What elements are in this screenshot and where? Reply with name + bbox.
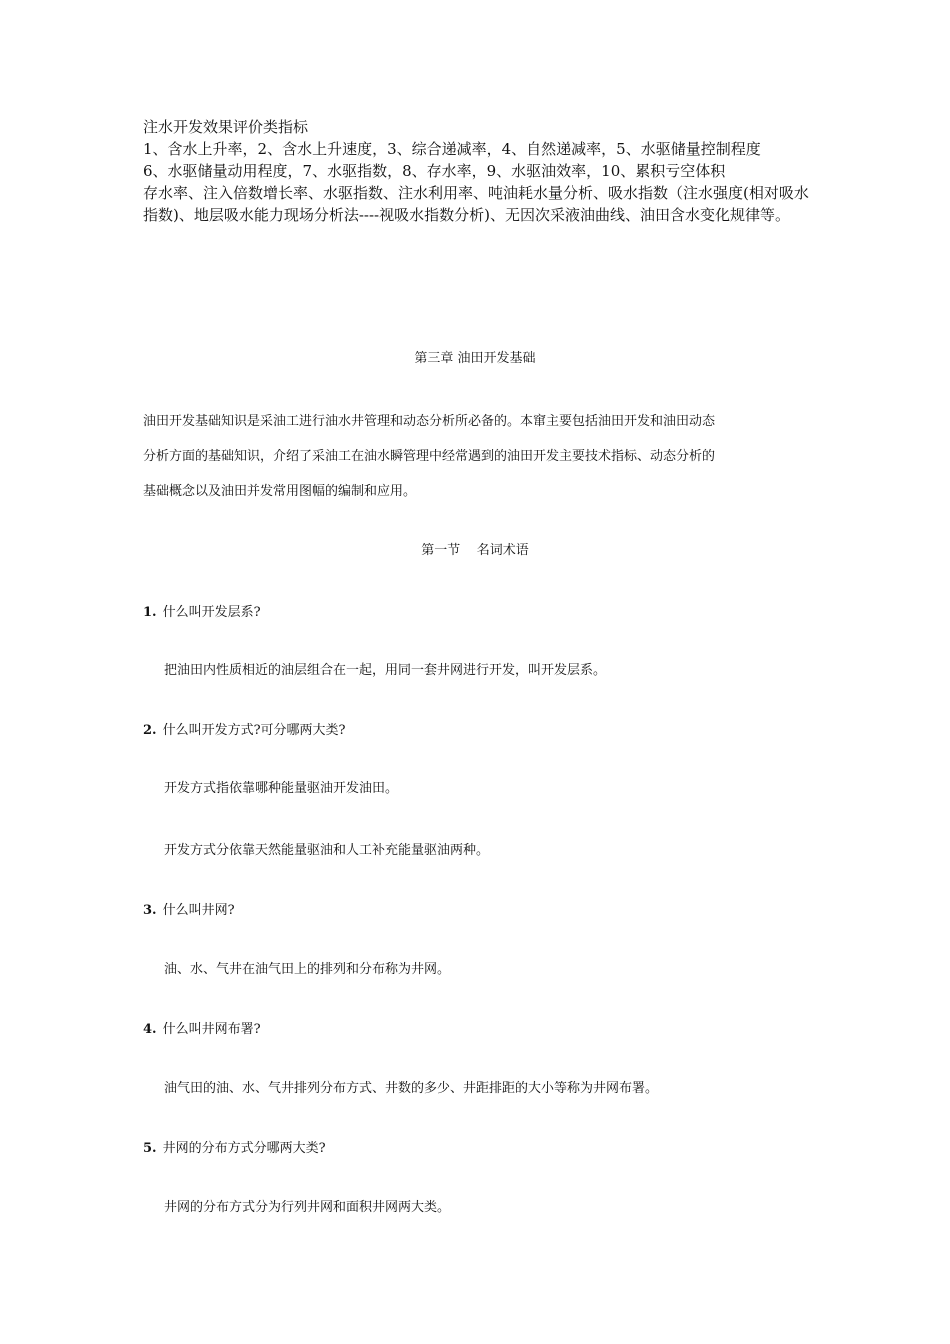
question-text: 什么叫开发层系? <box>162 605 261 620</box>
answer-4: 油气田的油、水、气井排列分布方式、井数的多少、井距排距的大小等称为井网布署。 <box>164 1081 659 1096</box>
indicator-list-line-1: 1、含水上升率，2、含水上升速度，3、综合递减率，4、自然递减率，5、水驱储量控制程度 <box>143 140 761 158</box>
indicator-heading: 注水开发效果评价类指标 <box>143 118 309 136</box>
question-text: 井网的分布方式分哪两大类? <box>162 1141 326 1156</box>
question-2 <box>143 722 346 740</box>
answer-2b: 开发方式分依靠天然能量驱油和人工补充能量驱油两种。 <box>164 843 490 858</box>
chapter-title: 第三章 油田开发基础 <box>414 351 536 366</box>
indicator-list-line-3: 存水率、注入倍数增长率、水驱指数、注水利用率、吨油耗水量分析、吸水指数（注水强度(相对吸水指数)、地层吸水能力现场分析法----视吸水指数分析)、无因次采液油曲线、油田含水变化规律等。 <box>143 184 809 224</box>
answer-5: 井网的分布方式分为行列井网和面积井网两大类。 <box>164 1200 451 1215</box>
question-1 <box>143 604 261 622</box>
chapter-intro-line: 基础概念以及油田并发常用图幅的编制和应用。 <box>143 484 417 499</box>
question-number: 3. <box>143 903 157 918</box>
question-number: 4. <box>143 1022 157 1037</box>
answer-1: 把油田内性质相近的油层组合在一起，用同一套井网进行开发，叫开发层系。 <box>164 663 607 678</box>
question-number: 2. <box>143 723 157 738</box>
answer-2a: 开发方式指依靠哪种能量驱油开发油田。 <box>164 781 399 796</box>
chapter-intro <box>143 404 813 509</box>
question-4 <box>143 1021 261 1039</box>
indicator-list-line-2: 6、水驱储量动用程度，7、水驱指数，8、存水率，9、水驱油效率，10、累积亏空体积 <box>143 162 726 180</box>
chapter-intro-line: 油田开发基础知识是采油工进行油水井管理和动态分析所必备的。本窜主要包括油田开发和油田动态 <box>143 414 716 429</box>
question-3 <box>143 902 235 920</box>
question-text: 什么叫开发方式?可分哪两大类? <box>162 723 346 738</box>
question-text: 什么叫井网布署? <box>162 1022 261 1037</box>
question-text: 什么叫井网? <box>162 903 235 918</box>
indicator-block <box>143 116 813 226</box>
chapter-intro-line: 分析方面的基础知识，介绍了采油工在油水瞬管理中经常遇到的油田开发主要技术指标、动态分析的 <box>143 449 716 464</box>
answer-3: 油、水、气井在油气田上的排列和分布称为井网。 <box>164 962 451 977</box>
question-5 <box>143 1140 326 1158</box>
section-title: 第一节 名词术语 <box>421 543 529 558</box>
question-number: 5. <box>143 1141 157 1156</box>
question-number: 1. <box>143 605 157 620</box>
